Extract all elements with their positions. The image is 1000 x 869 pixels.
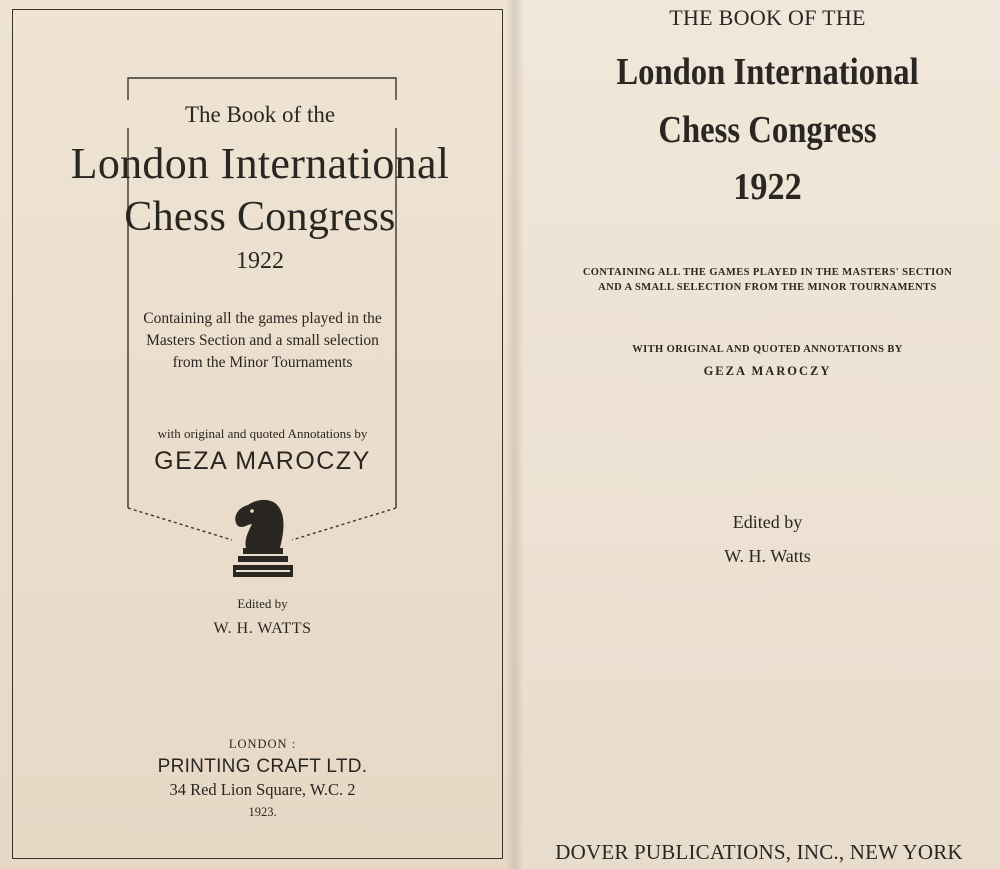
chess-knight-icon — [233, 500, 293, 577]
left-year: 1922 — [236, 248, 284, 274]
right-title-line1: London International — [616, 51, 919, 93]
right-title-line2: Chess Congress — [658, 109, 877, 151]
left-city: LONDON : — [228, 737, 297, 751]
right-edited-by: Edited by — [732, 512, 803, 532]
left-edited-by: Edited by — [237, 596, 288, 611]
right-description: CONTAINING ALL THE GAMES PLAYED IN THE MASTERS' SECTION AND A SMALL SELECTION FROM THE MINOR TOURNAMENTS — [582, 267, 953, 293]
left-address: 34 Red Lion Square, W.C. 2 — [169, 780, 356, 799]
right-year: 1922 — [733, 166, 802, 208]
right-small-title: THE BOOK OF THE — [669, 5, 866, 30]
left-small-title: The Book of the — [184, 102, 336, 127]
left-title-line1: London International — [70, 139, 450, 188]
left-author: GEZA MAROCZY — [154, 447, 371, 475]
right-annotations-line: WITH ORIGINAL AND QUOTED ANNOTATIONS BY — [632, 344, 903, 355]
left-publisher: PRINTING CRAFT LTD. — [157, 756, 368, 777]
left-editor: W. H. WATTS — [213, 620, 312, 637]
left-title-line2: Chess Congress — [124, 194, 396, 240]
left-description: Containing all the games played in the Masters Section and a small selection from the Minor Tournaments — [143, 310, 382, 371]
left-annotations-line: with original and quoted Annotations by — [157, 426, 368, 441]
left-date: 1923. — [248, 805, 277, 819]
right-editor: W. H. Watts — [724, 546, 811, 566]
right-publisher: DOVER PUBLICATIONS, INC., NEW YORK — [555, 840, 963, 864]
right-author: GEZA MAROCZY — [703, 364, 832, 378]
